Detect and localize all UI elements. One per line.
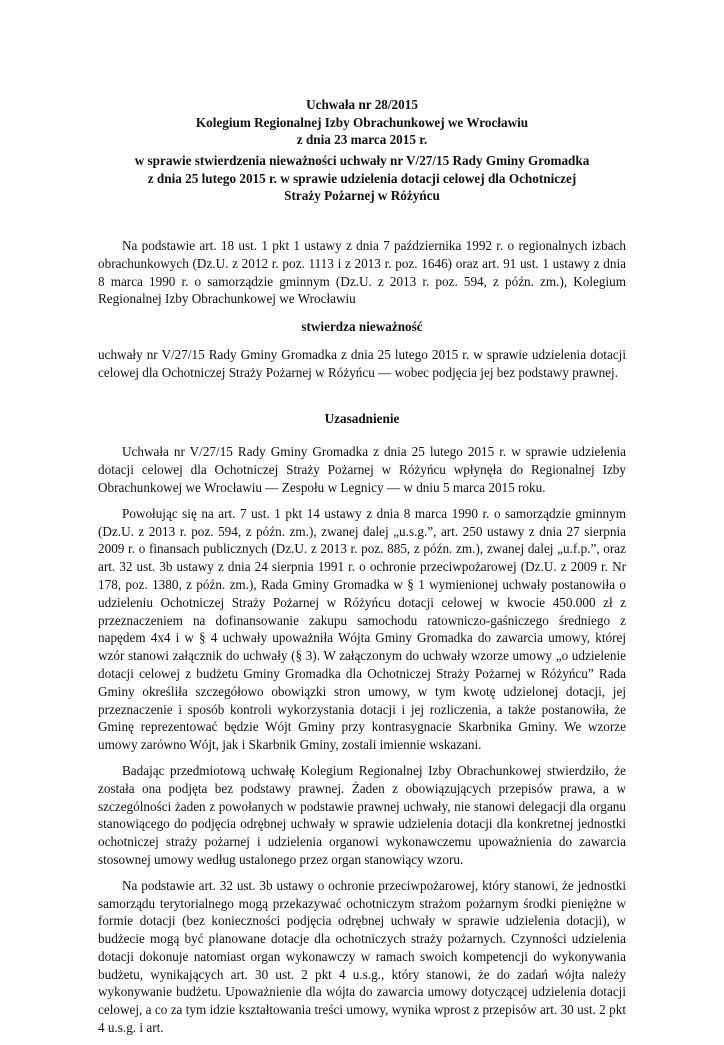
justification-paragraph-1: Uchwała nr V/27/15 Rady Gminy Gromadka z dnia 25 lutego 2015 r. w sprawie udzielenia dotacji celowej dla Ochotniczej Straży Pożarnej w Różyńcu wpłynęła do Regionalnej Izby Obrachunkowej we Wrocławiu — Zespołu w Legnicy — w dniu 5 marca 2015 roku. <box>98 444 626 495</box>
decision-paragraph: uchwały nr V/27/15 Rady Gminy Gromadka z dnia 25 lutego 2015 r. w sprawie udzielenia dotacji celowej dla Ochotniczej Straży Pożarnej w Różyńcu — wobec podjęcia jej bez podstawy prawnej. <box>98 346 626 380</box>
justification-heading: Uzasadnienie <box>324 410 400 426</box>
resolution-number: Uchwała nr 28/2015 <box>306 97 418 112</box>
justification-paragraph-4: Na podstawie art. 32 ust. 3b ustawy o ochronie przeciwpożarowej, który stanowi, że jednostki samorządu terytorialnego mogą przekazywać ochotniczym strażom pożarnym środki pieniężne w formie dotacji (bez konieczności podjęcia odrębnej uchwały w sprawie udzielenia dotacji), w budżecie mogą być planowane dotacje dla ochotniczych straży pożarnych. Czynności udzielenia dotacji dokonuje natomiast organ wykonawczy w ramach swoich kompetencji do wykonywania budżetu, wynikających art. 30 ust. 2 pkt 4 u.s.g., który stanowi, że do zadań wójta należy wykonywanie budżetu. Upoważnienie dla wójta do zawarcia umowy dotyczącej udzielenia dotacji celowej, a co za tym idzie kształtowania treści umowy, wynika wprost z przepisów art. 30 ust. 2 pkt 4 u.s.g. i art. <box>98 877 626 1036</box>
subject-line-1: w sprawie stwierdzenia nieważności uchwały nr V/27/15 Rady Gminy Gromadka <box>134 153 590 168</box>
intro-paragraph: Na podstawie art. 18 ust. 1 pkt 1 ustawy z dnia 7 października 1992 r. o regionalnych izbach obrachunkowych (Dz.U. z 2012 r. poz. 1113 i z 2013 r. poz. 1646) oraz art. 91 ust. 1 ustawy z dnia 8 marca 1990 r. o samorządzie gminnym (Dz.U. z 2013 r. poz. 594, z późn. zm.), Kolegium Regionalnej Izby Obrachunkowej we Wrocławiu <box>98 238 626 307</box>
issuing-body: Kolegium Regionalnej Izby Obrachunkowej we Wrocławiu <box>195 114 529 130</box>
subject-line-2: z dnia 25 lutego 2015 r. w sprawie udzielenia dotacji celowej dla Ochotniczej <box>147 170 577 186</box>
document-body <box>98 237 626 1045</box>
resolution-header <box>0 96 724 149</box>
resolution-subject <box>0 152 724 205</box>
resolution-date: z dnia 23 marca 2015 r. <box>296 132 428 147</box>
subject-line-3: Straży Pożarnej w Różyńcu <box>284 188 440 203</box>
justification-paragraph-2: Powołując się na art. 7 ust. 1 pkt 14 ustawy z dnia 8 marca 1990 r. o samorządzie gminnym (Dz.U. z 2013 r. poz. 594, z późn. zm.), zwanej dalej „u.s.g.”, art. 250 ustawy z dnia 27 sierpnia 2009 r. o finansach publicznych (Dz.U. z 2013 r. poz. 885, z późn. zm.), zwanej dalej „u.f.p.”, oraz art. 32 ust. 3b ustawy z dnia 24 sierpnia 1991 r. o ochronie przeciwpożarowej (Dz.U. z 2009 r. Nr 178, poz. 1380, z późn. zm.), Rada Gminy Gromadka w § 1 wymienionej uchwały postanowiła o udzieleniu Ochotniczej Straży Pożarnej w Różyńcu dotacji celowej w kwocie 450.000 zł z przeznaczeniem na dofinansowanie zakupu samochodu ratowniczo-gaśniczego średniego z napędem 4x4 i w § 4 uchwały upoważniła Wójta Gminy Gromadka do zawarcia umowy, której wzór stanowi załącznik do uchwały (§ 3). W załączonym do uchwały wzorze umowy „o udzielenie dotacji celowej z budżetu Gminy Gromadka dla Ochotniczej Straży Pożarnej w Różyńcu” Rada Gminy określiła szczegółowo obowiązki stron umowy, w tym kwotę udzielonej dotacji, jej przeznaczenie i sposób kontroli wykorzystania dotacji i jej rozliczenia, a także postanowiła, że Gminę reprezentować będzie Wójt Gminy przy kontrasygnacie Skarbnika Gminy. We wzorze umowy zarówno Wójt, jak i Skarbnik Gminy, zostali imiennie wskazani. <box>98 505 626 753</box>
justification-paragraph-3: Badając przedmiotową uchwałę Kolegium Regionalnej Izby Obrachunkowej stwierdziło, że została ona podjęta bez podstawy prawnej. Żaden z obowiązujących przepisów prawa, a w szczególności żaden z powołanych w podstawie prawnej uchwały, nie stanowi delegacji dla organu stanowiącego do podjęcia odrębnej uchwały w sprawie udzielenia dotacji dla konkretnej jednostki ochotniczej straży pożarnej i udzielenia organowi wykonawczemu upoważnienia do zawarcia stosownej umowy według ustalonego przez organ stanowiący wzoru. <box>98 762 626 867</box>
decision-heading: stwierdza nieważność <box>301 319 423 335</box>
